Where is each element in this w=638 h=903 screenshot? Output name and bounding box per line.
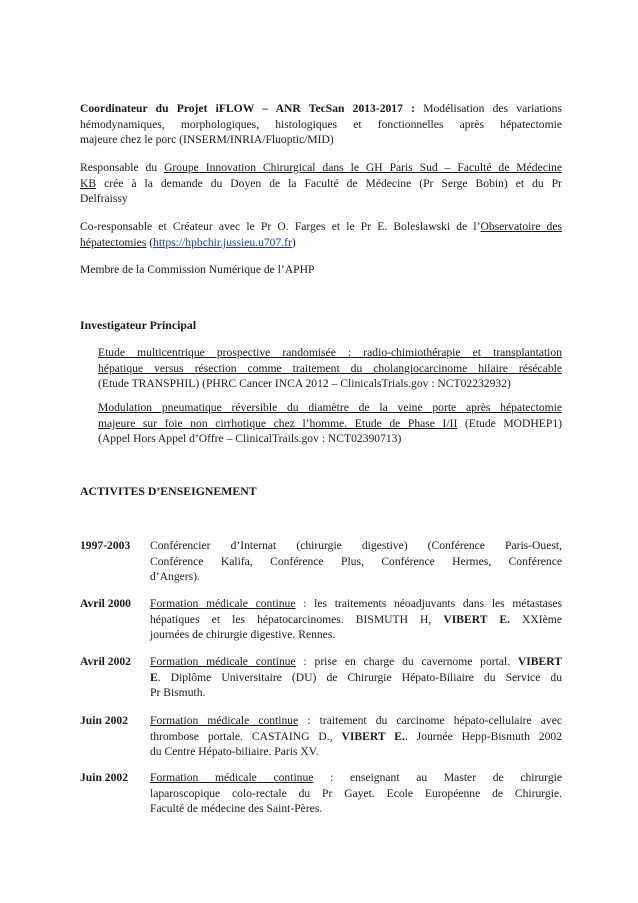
entry-date: Avril 2002 (80, 655, 131, 668)
coresponsable-prefix: Co-responsable et Créateur avec le Pr O. Farges et le Pr E. Boleslawski de l’ (80, 220, 481, 233)
groupe-innovation-link[interactable]: Groupe Innovation Chirurgical dans le GH Paris Sud – Faculté de Médecine (164, 161, 563, 174)
study-2-reference: (Appel Hors Appel d’Offre – ClinicalTrails.gov : NCT02390713) (98, 432, 402, 446)
responsable-line: Delfraissy (80, 192, 128, 206)
study-2-title-cont: majeure sur foie non cirrhotique chez l’homme. Etude de Phase I/II (98, 416, 458, 430)
paren-open: ( (146, 235, 154, 249)
entry-text (150, 538, 562, 585)
study-2-title: Modulation pneumatique réversible du diamètre de la veine porte après hépatectomie (98, 401, 562, 414)
projet-title: Coordinateur du Projet iFLOW – ANR TecSan 2013-2017 : (80, 102, 415, 115)
author-name: VIBERT (517, 655, 562, 668)
entry-text (150, 596, 562, 643)
entry-date: Juin 2002 (80, 714, 128, 727)
entry-line: Pr Bismuth. (150, 686, 206, 700)
entry-line: Conférence Kalifa, Conférence Plus, Conférence Hermes, Conférence (150, 554, 562, 568)
projet-text: Modélisation des variations (414, 102, 562, 115)
observatoire-url-link[interactable]: https://hpbchir.jussieu.u707.fr (153, 235, 292, 249)
entry-line: laparoscopique colo-rectale du Pr Gayet. Ecole Européenne de Chirurgie. (150, 786, 562, 800)
author-name: E (150, 670, 158, 684)
author-name: VIBERT E. (443, 612, 510, 626)
entry-line: d’Angers). (150, 570, 200, 584)
responsable-text: crée à la demande du Doyen de la Faculté de Médecine (Pr Serge Bobin) et du Pr (96, 176, 562, 190)
entry-line: : les traitements néoadjuvants dans les métastases (295, 597, 562, 610)
projet-paragraph (80, 101, 562, 148)
projet-line: hémodynamiques, morphologiques, histologiques et fonctionnelles après hépatectomie (80, 117, 562, 131)
entry-line: : traitement du carcinome hépato-cellulaire avec (298, 714, 562, 727)
teaching-entry (80, 596, 562, 644)
formation-link[interactable]: Formation médicale continue (150, 714, 299, 727)
entry-line: journées de chirurgie digestive. Rennes. (150, 628, 336, 642)
projet-line: majeure chez le porc (INSERM/INRIA/Fluoptic/MID) (80, 133, 334, 147)
observatoire-link-cont[interactable]: hépatectomies (80, 235, 147, 249)
formation-link[interactable]: Formation médicale continue (150, 771, 314, 784)
study-1 (98, 345, 562, 392)
entry-line: . Journée Hepp-Bismuth 2002 (404, 729, 562, 743)
entry-line: : enseignant au Master de chirurgie (313, 771, 562, 784)
entry-date: 1997-2003 (80, 539, 131, 552)
formation-link[interactable]: Formation médicale continue (150, 597, 296, 610)
entry-line: hépatiques et les hépatocarcinomes. BISMUTH H, (150, 612, 444, 626)
study-1-reference: (Etude TRANSPHIL) (PHRC Cancer INCA 2012 – ClinicalsTrials.gov : NCT02232932) (98, 377, 511, 391)
author-name: VIBERT E. (341, 729, 405, 743)
entry-line: thrombose portale. CASTAING D., (150, 729, 342, 743)
study-2 (98, 400, 562, 447)
entry-date: Juin 2002 (80, 771, 128, 784)
entry-line: XXIème (509, 612, 562, 626)
formation-link[interactable]: Formation médicale continue (150, 655, 296, 668)
entry-line: . Diplôme Universitaire (DU) de Chirurgie Hépato-Biliaire du Service du (157, 670, 562, 684)
entry-text (150, 770, 562, 817)
entry-line: : prise en charge du cavernome portal. (295, 655, 518, 668)
membre-paragraph: Membre de la Commission Numérique de l’APHP (80, 263, 315, 276)
responsable-prefix: Responsable du (80, 161, 165, 174)
entry-text (150, 713, 562, 760)
teaching-entry (80, 538, 562, 586)
teaching-entry (80, 713, 562, 761)
entry-text (150, 654, 562, 701)
study-1-title-cont: hépatique versus résection comme traitement du cholangiocarcinome hilaire résécable (98, 361, 562, 375)
investigateur-heading: Investigateur Principal (80, 318, 197, 332)
responsable-paragraph (80, 160, 562, 207)
enseignement-heading: ACTIVITES D’ENSEIGNEMENT (80, 484, 257, 498)
entry-line: du Centre Hépato-biliaire. Paris XV. (150, 745, 319, 759)
observatoire-link[interactable]: Observatoire des (480, 220, 562, 233)
entry-line: Conférencier d’Internat (chirurgie digestive) (Conférence Paris-Ouest, (150, 539, 562, 552)
teaching-entry (80, 654, 562, 702)
teaching-entry (80, 770, 562, 818)
entry-line: Faculté de médecine des Saint-Pères. (150, 802, 323, 816)
groupe-innovation-link-cont[interactable]: KB (80, 176, 97, 190)
entry-date: Avril 2000 (80, 597, 131, 610)
paren-close: ) (291, 235, 296, 249)
study-2-etude: (Etude MODHEP1) (457, 416, 562, 430)
study-1-title: Etude multicentrique prospective randomisée : radio-chimiothérapie et transplantation (98, 346, 562, 359)
coresponsable-paragraph (80, 219, 562, 250)
